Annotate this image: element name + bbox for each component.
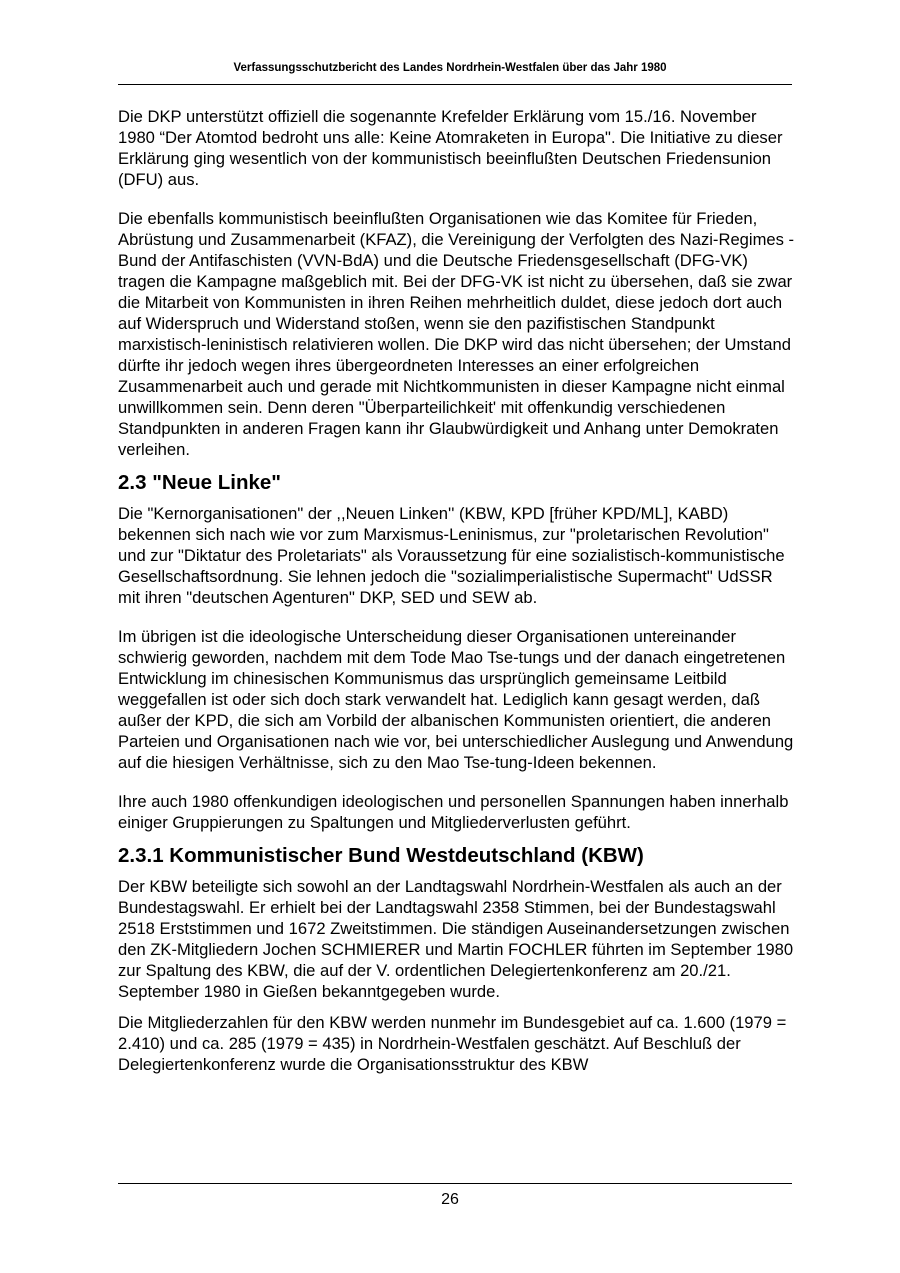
section-heading-neue-linke: 2.3 "Neue Linke" [118, 471, 281, 494]
paragraph-krefelder-erklaerung: Die DKP unterstützt offiziell die sogenannte Krefelder Erklärung vom 15./16. November 1980 “Der Atomtod bedroht uns alle: Keine Atomraketen in Europa". Die Initiative zu dieser Erklärung ging wesentlich von der kommunistisch beeinflußten Deutschen Friedensunion (DFU) aus. [118, 107, 783, 189]
page-header: Verfassungsschutzbericht des Landes Nordrhein-Westfalen über das Jahr 1980 [233, 62, 667, 74]
section-heading-kbw: 2.3.1 Kommunistischer Bund Westdeutschland (KBW) [118, 844, 644, 867]
paragraph-kernorganisationen: Die "Kernorganisationen" der ,,Neuen Linken'' (KBW, KPD [früher KPD/ML], KABD) bekennen sich nach wie vor zum Marxismus-Leninismus, zur "proletarischen Revolution" und zur "Diktatur des Proletariats" als Voraussetzung für eine sozialistisch-kommunistische Gesellschaftsordnung. Sie lehnen jedoch die "sozialimperialistische Supermacht" UdSSR mit ihren "deutschen Agenturen" DKP, SED und SEW ab. [118, 504, 785, 607]
paragraph-spannungen: Ihre auch 1980 offenkundigen ideologischen und personellen Spannungen haben innerhalb einiger Gruppierungen zu Spaltungen und Mitgliederverlusten geführt. [118, 792, 789, 832]
paragraph-kbw-wahlen: Der KBW beteiligte sich sowohl an der Landtagswahl Nordrhein-Westfalen als auch an der Bundestagswahl. Er erhielt bei der Landtagswahl 2358 Stimmen, bei der Bundestagswahl 2518 Erststimmen und 1672 Zweitstimmen. Die ständigen Auseinandersetzungen zwischen den ZK-Mitgliedern Jochen SCHMIERER und Martin FOCHLER führten im September 1980 zur Spaltung des KBW, die auf der V. ordentlichen Delegiertenkonferenz am 20./21. September 1980 in Gießen bekanntgegeben wurde. [118, 877, 794, 1001]
header-rule [118, 84, 792, 85]
page-content [118, 106, 798, 1093]
paragraph-ideologische-unterscheidung: Im übrigen ist die ideologische Unterscheidung dieser Organisationen untereinander schwierig geworden, nachdem mit dem Tode Mao Tse-tungs und der danach eingetretenen Entwicklung im chinesischen Kommunismus das ursprünglich gemeinsame Leitbild weggefallen ist oder sich doch stark verwandelt hat. Lediglich kann gesagt werden, daß außer der KPD, die sich am Vorbild der albanischen Kommunisten orientiert, die anderen Parteien und Organisationen nach wie vor, bei unterschiedlicher Auslegung und Anwendung auf die hiesigen Verhältnisse, sich zu den Mao Tse-tung-Ideen bekennen. [118, 627, 794, 772]
paragraph-kbw-mitglieder: Die Mitgliederzahlen für den KBW werden nunmehr im Bundesgebiet auf ca. 1.600 (1979 = 2.410) und ca. 285 (1979 = 435) in Nordrhein-Westfalen geschätzt. Auf Beschluß der Delegiertenkonferenz wurde die Organisationsstruktur des KBW [118, 1013, 787, 1074]
paragraph-beeinflusste-organisationen: Die ebenfalls kommunistisch beeinflußten Organisationen wie das Komitee für Frieden, Abrüstung und Zusammenarbeit (KFAZ), die Vereinigung der Verfolgten des Nazi-Regimes - Bund der Antifaschisten (VVN-BdA) und die Deutsche Friedensgesellschaft (DFG-VK) tragen die Kampagne maßgeblich mit. Bei der DFG-VK ist nicht zu übersehen, daß sie zwar die Mitarbeit von Kommunisten in ihren Reihen mehrheitlich duldet, diese jedoch dort auch auf Widerspruch und Widerstand stoßen, wenn sie den pazifistischen Standpunkt marxistisch-leninistisch relativieren wollen. Die DKP wird das nicht übersehen; der Umstand dürfte ihr jedoch wegen ihres übergeordneten Interesses an einer erfolgreichen Zusammenarbeit auch und gerade mit Nichtkommunisten in dieser Kampagne nicht einmal unwillkommen sein. Denn deren "Überparteilichkeit' mit offenkundig verschiedenen Standpunkten in anderen Fragen kann ihr Glaubwürdigkeit und Anhang unter Demokraten verleihen. [118, 209, 795, 459]
page-number: 26 [441, 1191, 459, 1208]
footer-rule [118, 1183, 792, 1184]
